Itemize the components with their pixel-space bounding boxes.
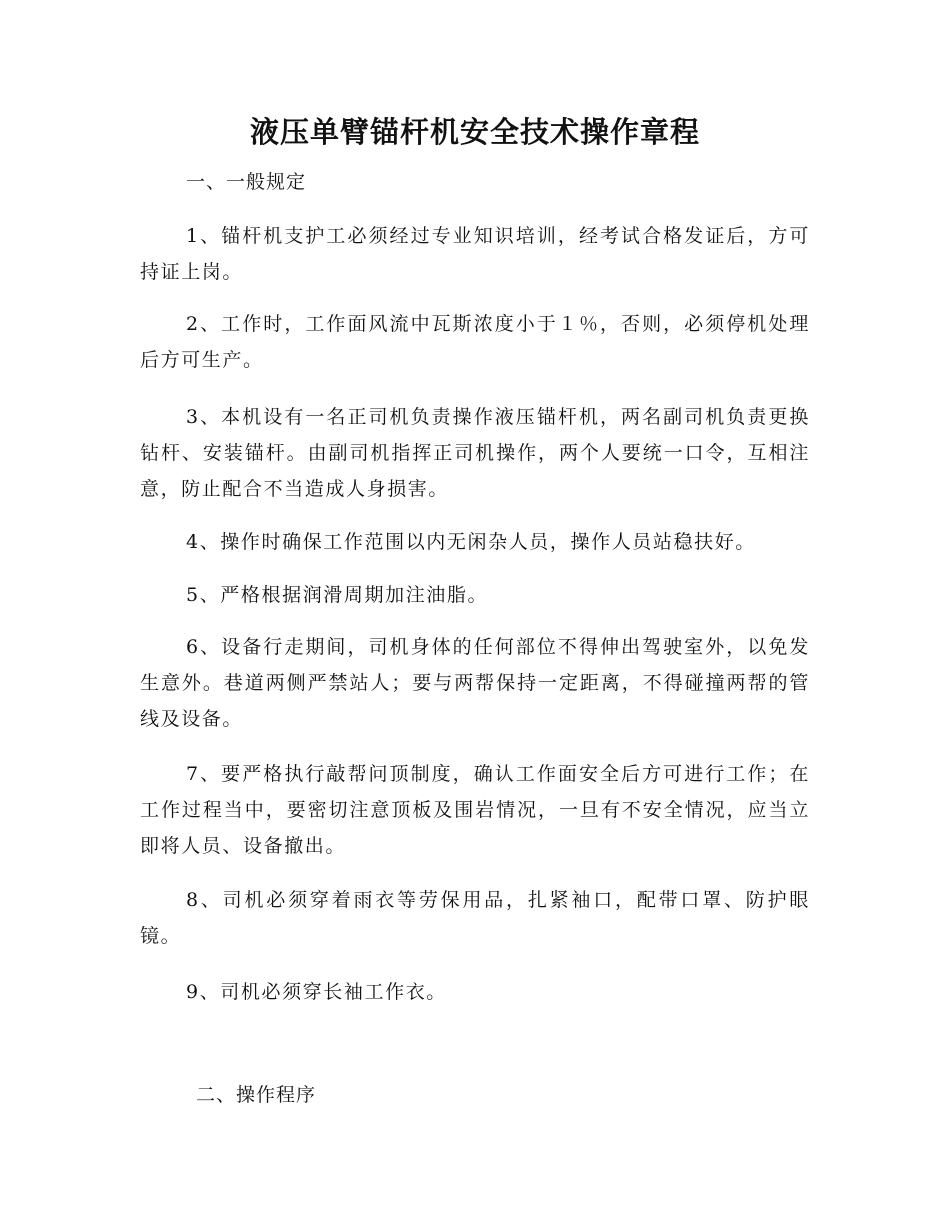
rule-paragraph-1: 1、锚杆机支护工必须经过专业知识培训，经考试合格发证后，方可持证上岗。	[140, 225, 810, 283]
rule-paragraph-2: 2、工作时，工作面风流中瓦斯浓度小于１％，否则，必须停机处理后方可生产。	[140, 313, 810, 371]
rule-paragraph-4: 4、操作时确保工作范围以内无闲杂人员，操作人员站稳扶好。	[186, 531, 756, 553]
section-heading-operation-procedure: 二、操作程序	[196, 1084, 317, 1106]
section-heading-general-rules: 一、一般规定	[186, 171, 307, 193]
rule-paragraph-6: 6、设备行走期间，司机身体的任何部位不得伸出驾驶室外，以免发生意外。巷道两侧严禁站人；要与两帮保持一定距离，不得碰撞两帮的管线及设备。	[140, 636, 810, 730]
rule-paragraph-5: 5、严格根据润滑周期加注油脂。	[186, 584, 489, 606]
rule-paragraph-9: 9、司机必须穿长袖工作衣。	[186, 981, 447, 1003]
rule-paragraph-7: 7、要严格执行敲帮问顶制度，确认工作面安全后方可进行工作；在工作过程当中，要密切注意顶板及围岩情况，一旦有不安全情况，应当立即将人员、设备撤出。	[140, 763, 810, 857]
rule-paragraph-8: 8、司机必须穿着雨衣等劳保用品，扎紧袖口，配带口罩、防护眼镜。	[140, 889, 810, 947]
rule-paragraph-3: 3、本机设有一名正司机负责操作液压锚杆机，两名副司机负责更换钻杆、安装锚杆。由副司机指挥正司机操作，两个人要统一口令，互相注意，防止配合不当造成人身损害。	[140, 406, 810, 500]
document-title: 液压单臂锚杆机安全技术操作章程	[249, 115, 700, 149]
